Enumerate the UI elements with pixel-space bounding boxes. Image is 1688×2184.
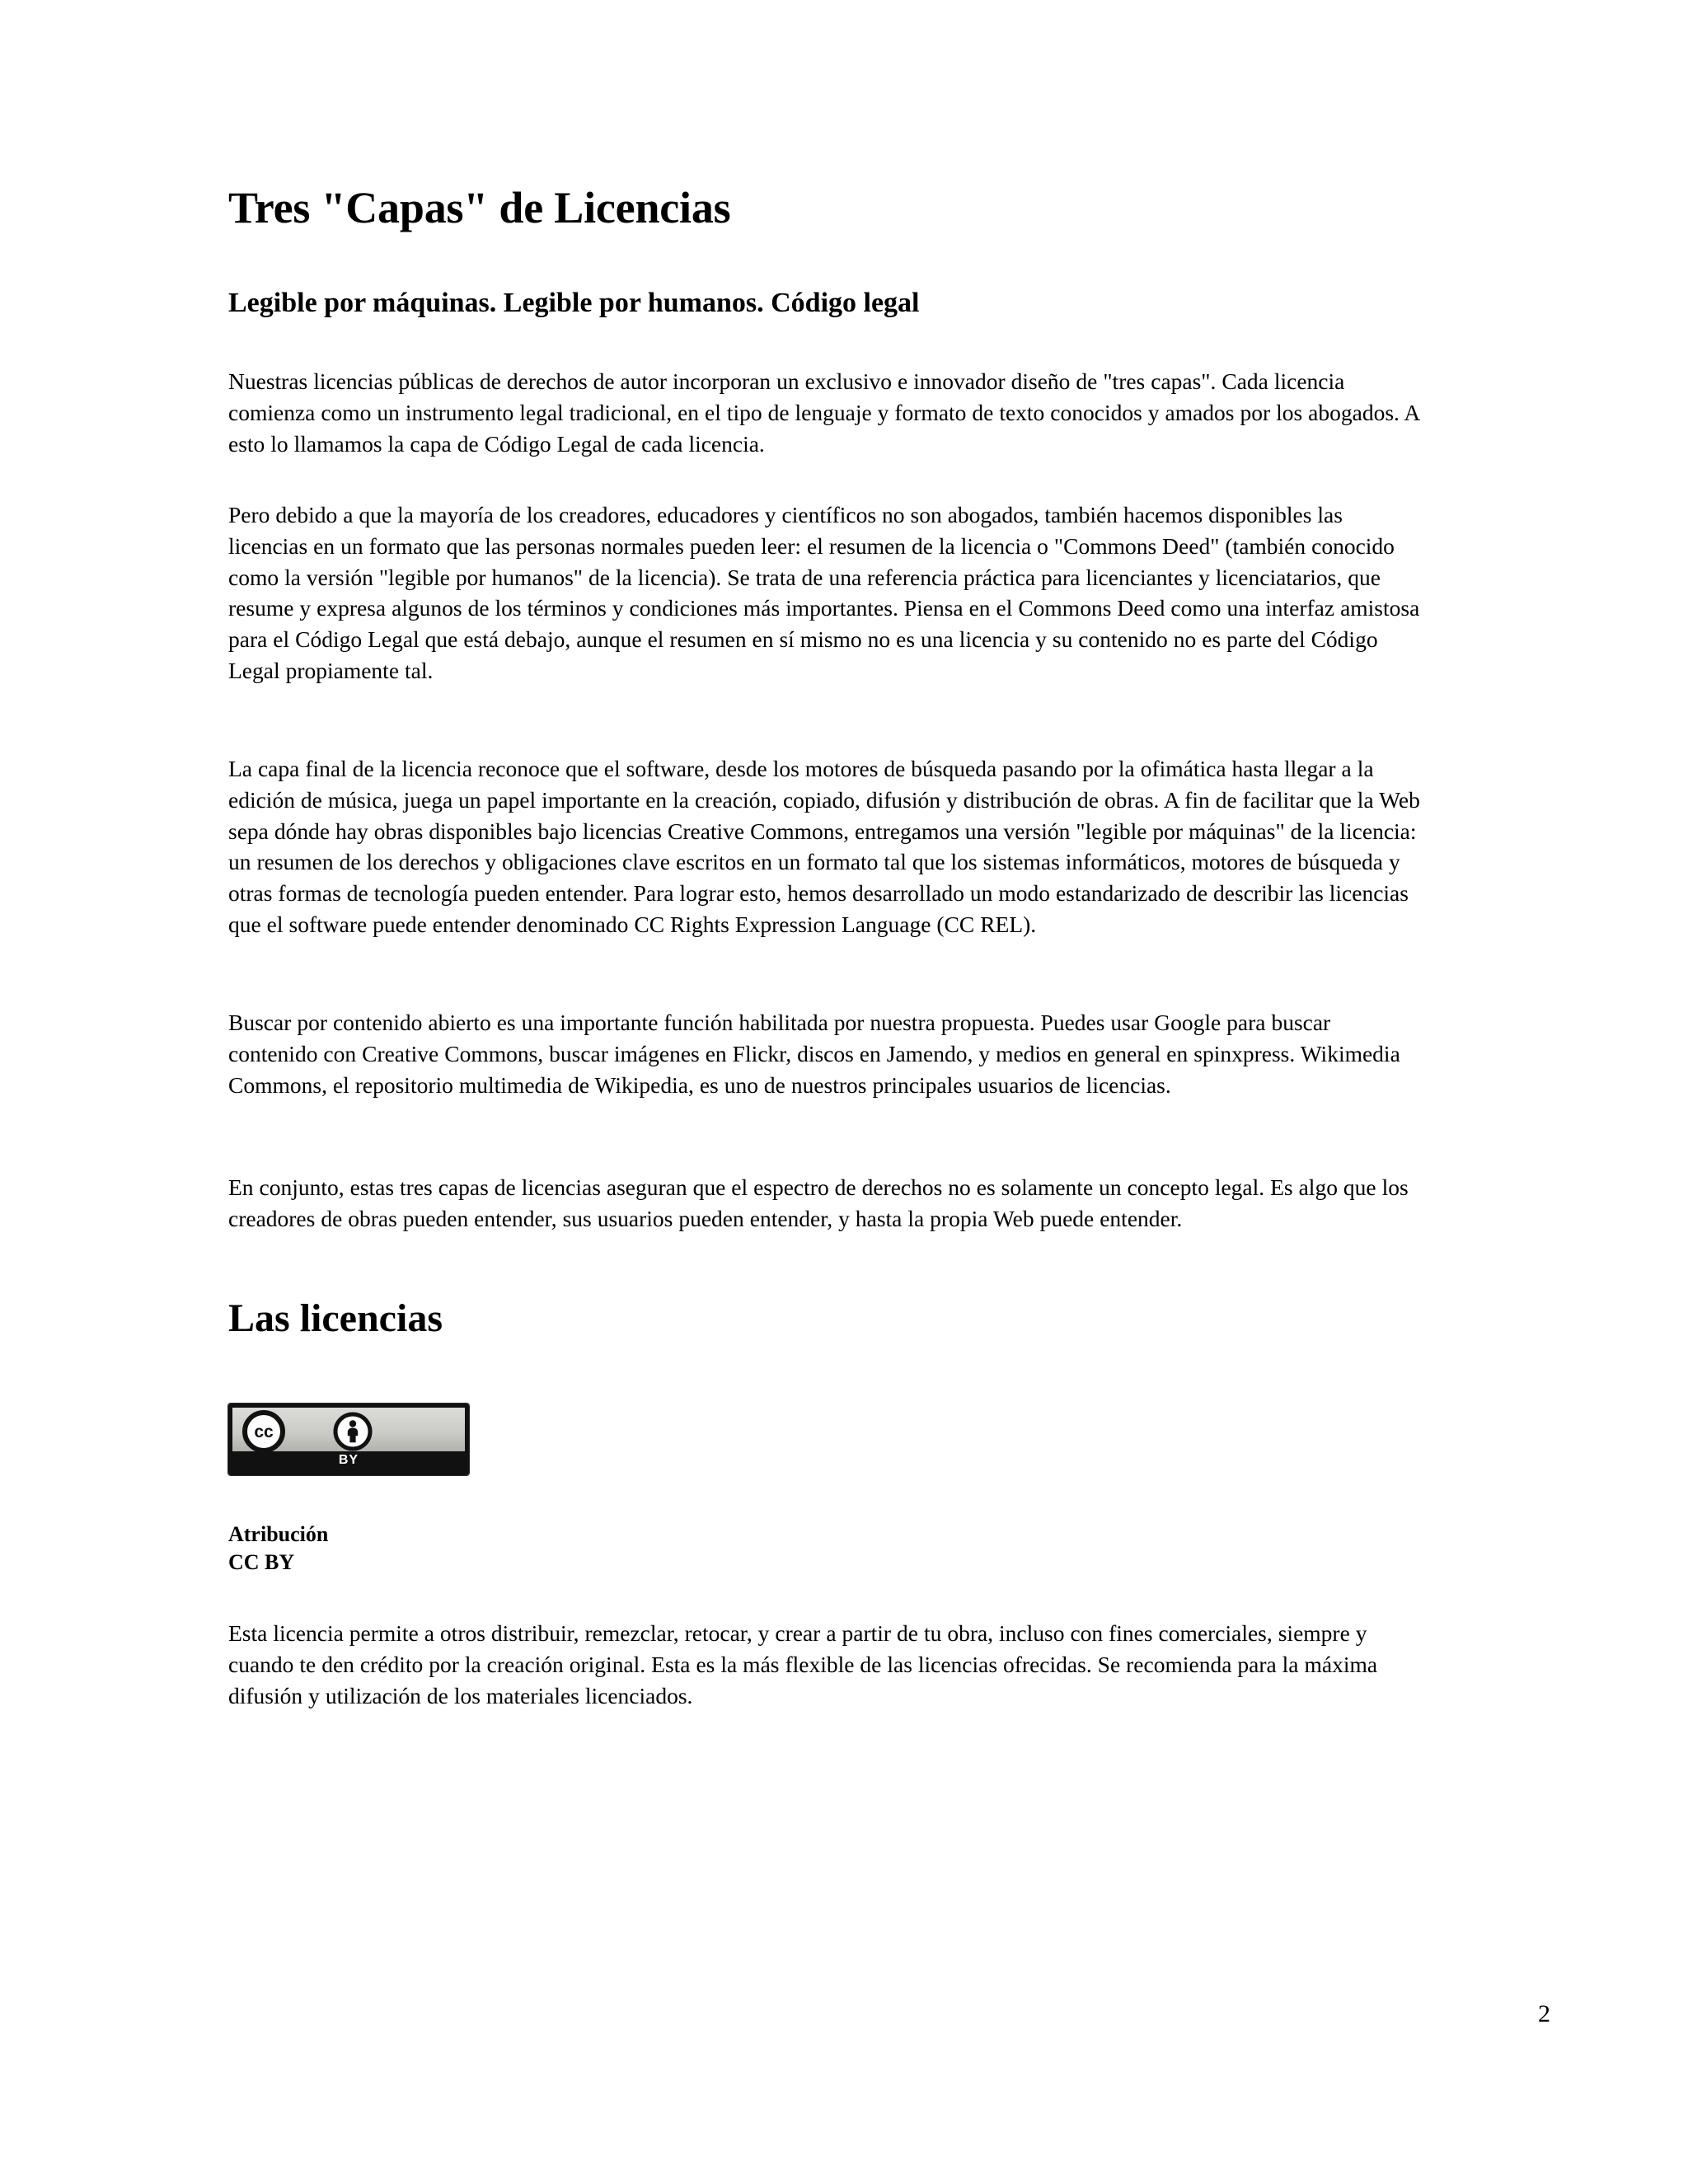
badge-by-bar	[232, 1451, 465, 1471]
license-badge-image	[228, 1404, 469, 1475]
badge-by-label: BY	[338, 1453, 359, 1467]
svg-text:cc: cc	[254, 1422, 274, 1441]
section-heading-licenses: Las licencias	[228, 1296, 443, 1340]
license-code: CC BY	[228, 1550, 295, 1575]
paragraph-search: Buscar por contenido abierto es una importante función habilitada por nuestra propuesta. Puedes usar Google para buscar contenido con Creative Commons, buscar imágenes en Flickr, discos en Jamendo, y medios en general en spinxpress. Wikimedia Commons, el repositorio multimedia de Wikipedia, es uno de nuestros principales usuarios de licencias.	[228, 1010, 1400, 1098]
page-number: 2	[1538, 2000, 1550, 2027]
paragraph-license-description: Esta licencia permite a otros distribuir, remezclar, retocar, y crear a partir de tu obra, incluso con fines comerciales, siempre y cuando te den crédito por la creación original. Esta es la más flexible de las licencias ofrecidas. Se recomienda para la máxima difusión y utilización de los materiales licenciados.	[228, 1620, 1378, 1708]
page-subtitle: Legible por máquinas. Legible por humanos. Código legal	[228, 288, 920, 318]
paragraph-intro: Nuestras licencias públicas de derechos de autor incorporan un exclusivo e innovador diseño de "tres capas". Cada licencia comienza como un instrumento legal tradicional, en el tipo de lenguaje y formato de texto conocidos y amados por los abogados. A esto lo llamamos la capa de Código Legal de cada licencia.	[228, 368, 1419, 457]
license-label-group	[228, 1521, 970, 1577]
paragraph-machine-readable: La capa final de la licencia reconoce que el software, desde los motores de búsqueda pasando por la ofimática hasta llegar a la edición de música, juega un papel importante en la creación, copiado, difusión y distribución de obras. A fin de facilitar que la Web sepa dónde hay obras disponibles bajo licencias Creative Commons, entregamos una versión "legible por máquinas" de la licencia: un resumen de los derechos y obligaciones clave escritos en un formato tal que los sistemas informáticos, motores de búsqueda y otras formas de tecnología pueden entender. Para lograr esto, hemos desarrollado un modo estandarizado de describir las licencias que el software puede entender denominado CC Rights Expression Language (CC REL).	[228, 756, 1420, 938]
cc-by-badge	[228, 1404, 469, 1475]
page-title: Tres "Capas" de Licencias	[228, 183, 731, 232]
paragraph-commons-deed: Pero debido a que la mayoría de los creadores, educadores y científicos no son abogados, también hacemos disponibles las licencias en un formato que las personas normales pueden leer: el resumen de la licencia o "Commons Deed" (también conocido como la versión "legible por humanos" de la licencia). Se trata de una referencia práctica para licenciantes y licenciatarios, que resume y expresa algunos de los términos y condiciones más importantes. Piensa en el Commons Deed como una interfaz amistosa para el Código Legal que está debajo, aunque el resumen en sí mismo no es una licencia y su contenido no es parte del Código Legal propiamente tal.	[228, 502, 1420, 684]
creative-commons-icon	[242, 1410, 285, 1457]
paragraph-summary: En conjunto, estas tres capas de licencias aseguran que el espectro de derechos no es solamente un concepto legal. Es algo que los creadores de obras pueden entender, sus usuarios pueden entender, y hasta la propia Web puede entender.	[228, 1174, 1409, 1231]
license-name: Atribución	[228, 1522, 329, 1546]
attribution-person-icon	[333, 1412, 373, 1455]
